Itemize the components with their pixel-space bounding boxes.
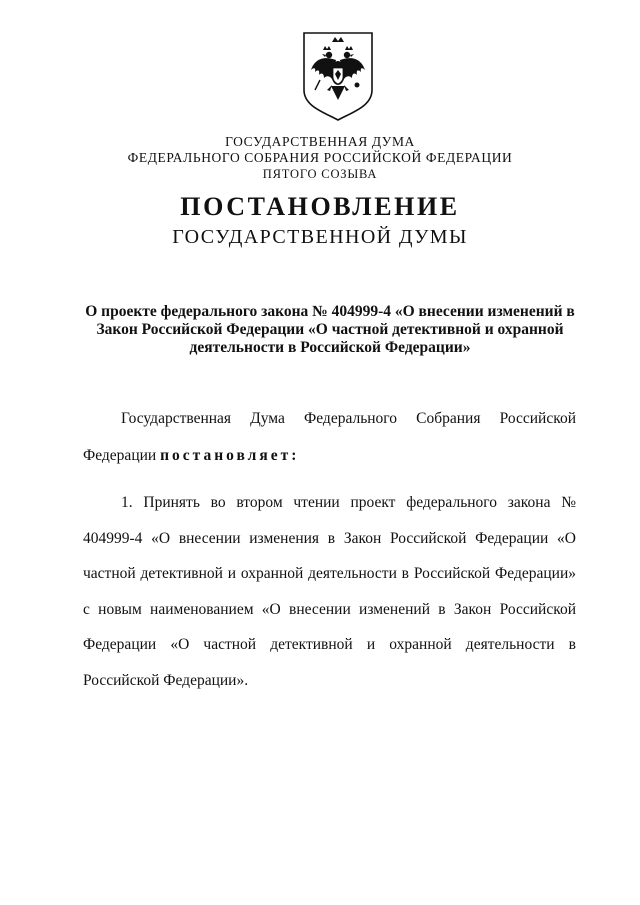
resolves-keyword: постановляет: <box>160 447 300 464</box>
document-type-title: ПОСТАНОВЛЕНИЕ <box>180 192 460 221</box>
document-issuer-subtitle: ГОСУДАРСТВЕННОЙ ДУМЫ <box>172 226 468 248</box>
federal-assembly-heading: ФЕДЕРАЛЬНОГО СОБРАНИЯ РОССИЙСКОЙ ФЕДЕРАЦИИ <box>127 150 513 165</box>
resolution-subject: О проекте федерального закона № 404999-4 «О внесении изменений в Закон Российской Федерации «О частной детективной и охранной деятельности в Российской Федерации» <box>85 303 575 356</box>
resolution-intro-paragraph <box>83 400 576 474</box>
intro-text: Государственная Дума Федерального Собрания Российской Федерации <box>83 410 576 464</box>
coat-of-arms-icon <box>301 30 375 122</box>
resolution-clause-1: 1. Принять во втором чтении проект федерального закона № 404999-4 «О внесении изменения в Закон Российской Федерации «О частной детективной и охранной деятельности в Российской Федерации» с новым наименованием «О внесении изменений в Закон Российской Федерации «О частной детективной и охранной деятельности в Российской Федерации». <box>83 494 576 689</box>
duma-name-heading: ГОСУДАРСТВЕННАЯ ДУМА <box>225 134 415 149</box>
convocation-heading: ПЯТОГО СОЗЫВА <box>262 167 378 181</box>
